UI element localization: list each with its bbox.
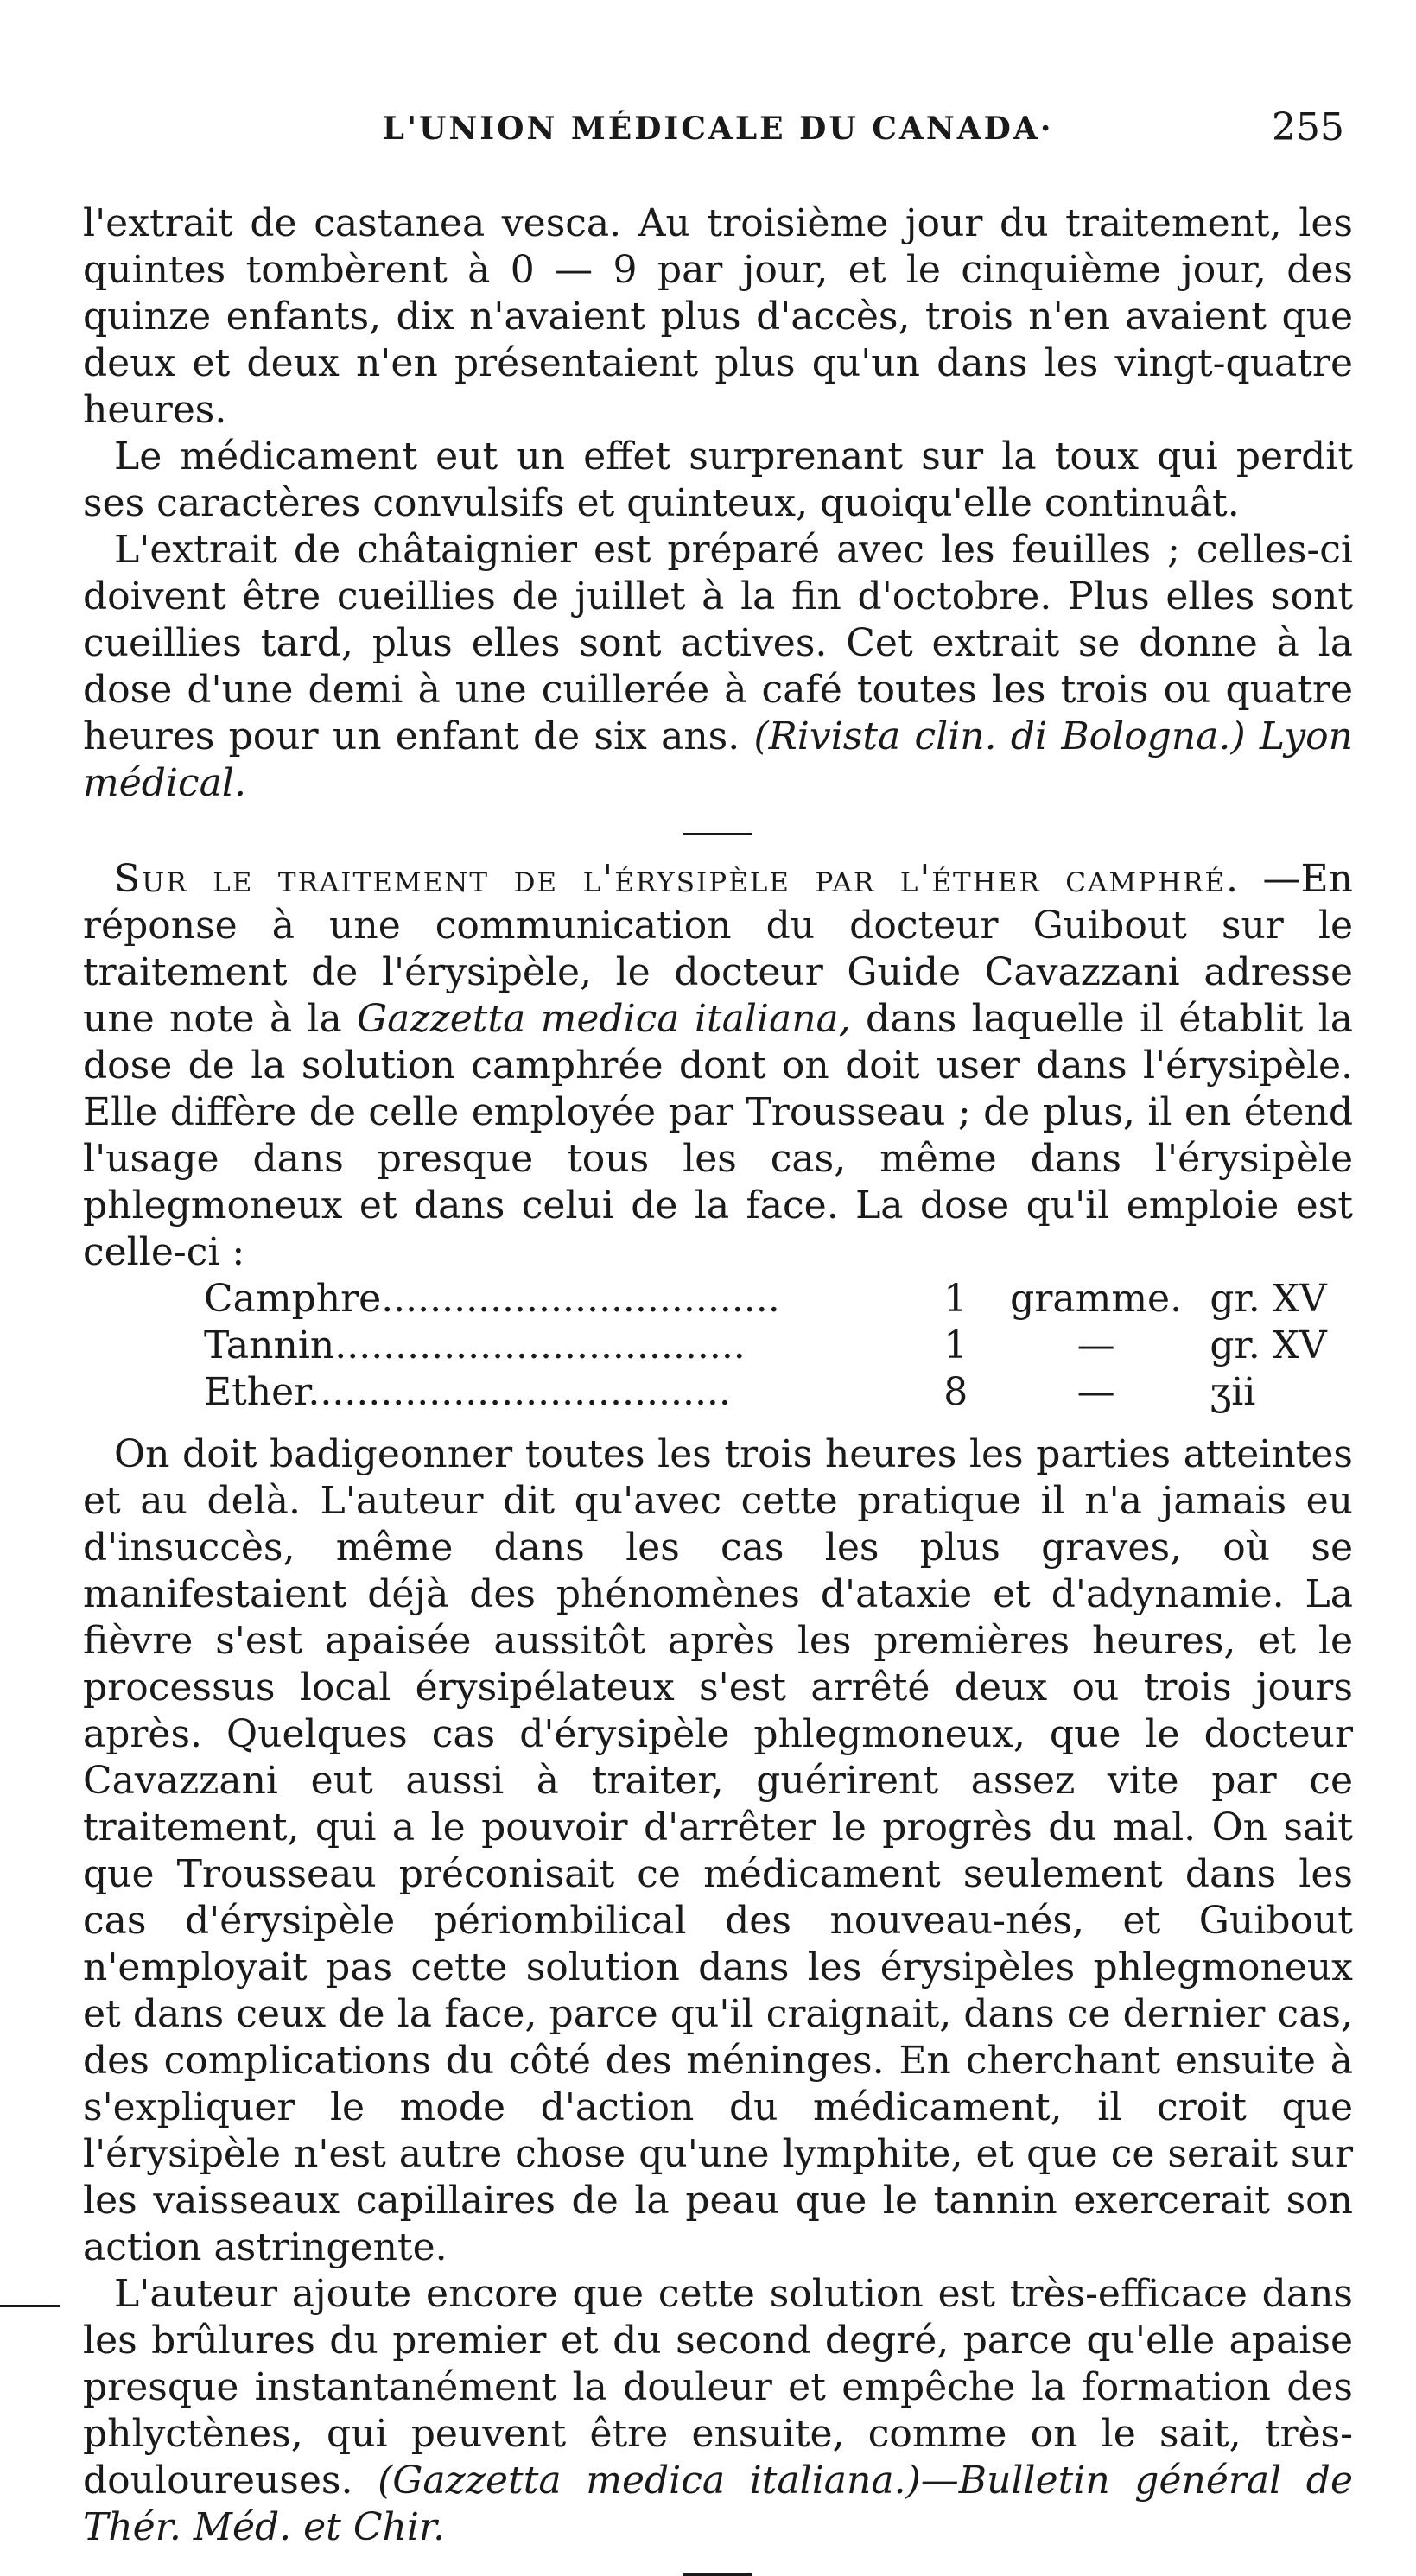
running-header xyxy=(83,105,1353,162)
ingredient-unit: — xyxy=(1076,1370,1115,1414)
ingredient-grains: gr. XV xyxy=(1210,1277,1327,1321)
page-number: 255 xyxy=(1272,105,1344,149)
journal-title: L'UNION MÉDICALE DU CANADA· xyxy=(382,111,1054,147)
paragraph-3-citation: (Rivista clin. di Bologna.) Lyon médical. xyxy=(83,714,1353,805)
ingredient-grains: gr. XV xyxy=(1210,1323,1327,1367)
formula-row xyxy=(195,1369,1353,1416)
ingredient-amount: 8 xyxy=(943,1370,968,1414)
formula-table xyxy=(195,1276,1353,1416)
paragraph-1: l'extrait de castanea vesca. Au troisième jour du traitement, les quintes tombèrent à 0 — 9 par jour, et le cinquième jour, des quinze enfants, dix n'avaient plus d'accès, trois n'en avaient que deux et deux n'en présentaient plus qu'un dans les vingt-quatre heures. xyxy=(83,201,1353,432)
formula-row xyxy=(195,1276,1353,1323)
section-journal: Gazzetta medica italiana, xyxy=(356,997,851,1041)
paragraph-3-text: L'extrait de châtaignier est préparé avec les feuilles ; celles-ci doivent être cueillies de juillet à la fin d'octobre. Plus elles sont cueillies tard, plus elles sont actives. Cet extrait se donne à la dose d'une demi à une cuillerée à café toutes les trois ou quatre heures pour un enfant de six ans. xyxy=(83,528,1353,758)
ingredient-name: Camphre................................. xyxy=(204,1277,780,1321)
paragraph-5-citation: (Gazzetta medica italiana.)—Bulletin général de Thér. Méd. et Chir. xyxy=(83,2459,1353,2549)
ingredient-name: Tannin.................................. xyxy=(204,1323,746,1367)
paragraph-3 xyxy=(83,527,1353,807)
paragraph-5-text: L'auteur ajoute encore que cette solution est très-efficace dans les brûlures du premier et du second degré, parce qu'elle apaise presque instantanément la douleur et empêche la formation des phlyctènes, qui peuvent être ensuite, comme on le sait, très-douloureuses. xyxy=(83,2272,1353,2503)
ingredient-name: Ether................................... xyxy=(204,1370,731,1414)
ingredient-grains: ʒii xyxy=(1210,1370,1256,1414)
paragraph-2: Le médicament eut un effet surprenant sur la toux qui perdit ses caractères convulsifs et quinteux, quoiqu'elle continuât. xyxy=(83,435,1353,525)
ingredient-amount: 1 xyxy=(943,1323,968,1367)
article-column xyxy=(83,200,1353,2576)
paragraph-5 xyxy=(83,2271,1353,2551)
paragraph-4: On doit badigeonner toutes les trois heures les parties atteintes et au delà. L'auteur dit qu'avec cette pratique il n'a jamais eu d'insuccès, même dans les cas les plus graves, où se manifestaient déjà des phénomènes d'ataxie et d'adynamie. La fièvre s'est apaisée aussitôt après les premières heures, et le processus local érysipélateux s'est arrêté deux ou trois jours après. Quelques cas d'érysipèle phlegmoneux, que le docteur Cavazzani eut aussi à traiter, guérirent assez vite par ce traitement, qui a le pouvoir d'arrêter le progrès du mal. On sait que Trousseau préconisait ce médicament seulement dans les cas d'érysipèle périombilical des nouveau-nés, et Guibout n'employait pas cette solution dans les érysipèles phlegmoneux et dans ceux de la face, parce qu'il craignait, dans ce dernier cas, des complications du côté des méninges. En cherchant ensuite à s'expliquer le mode d'action du médicament, il croit que l'érysipèle n'est autre chose qu'une lymphite, et que ce serait sur les vaisseaux capillaires de la peau que le tannin exercerait son action astringente. xyxy=(83,1432,1353,2269)
section-heading: Sur le traitement de l'érysipèle par l'éther camphré. xyxy=(114,857,1240,901)
formula-row xyxy=(195,1323,1353,1369)
section-text-2: dans laquelle il établit la dose de la solution camphrée dont on doit user dans l'érysipèle. Elle diffère de celle employée par Trousseau ; de plus, il en étend l'usage dans presque tous les cas, même dans l'érysipèle phlegmoneux et dans celui de la face. La dose qu'il emploie est celle-ci : xyxy=(83,997,1353,1274)
ingredient-unit: — xyxy=(1076,1323,1115,1367)
footer-rule xyxy=(0,2305,60,2307)
section-paragraph xyxy=(83,856,1353,1276)
section-text: —En réponse à une communication du docteur Guibout sur le traitement de l'érysipèle, le docteur Guide Cavazzani adresse une note à la xyxy=(83,857,1353,1041)
ingredient-unit: gramme. xyxy=(1010,1277,1183,1321)
ingredient-amount: 1 xyxy=(943,1277,968,1321)
